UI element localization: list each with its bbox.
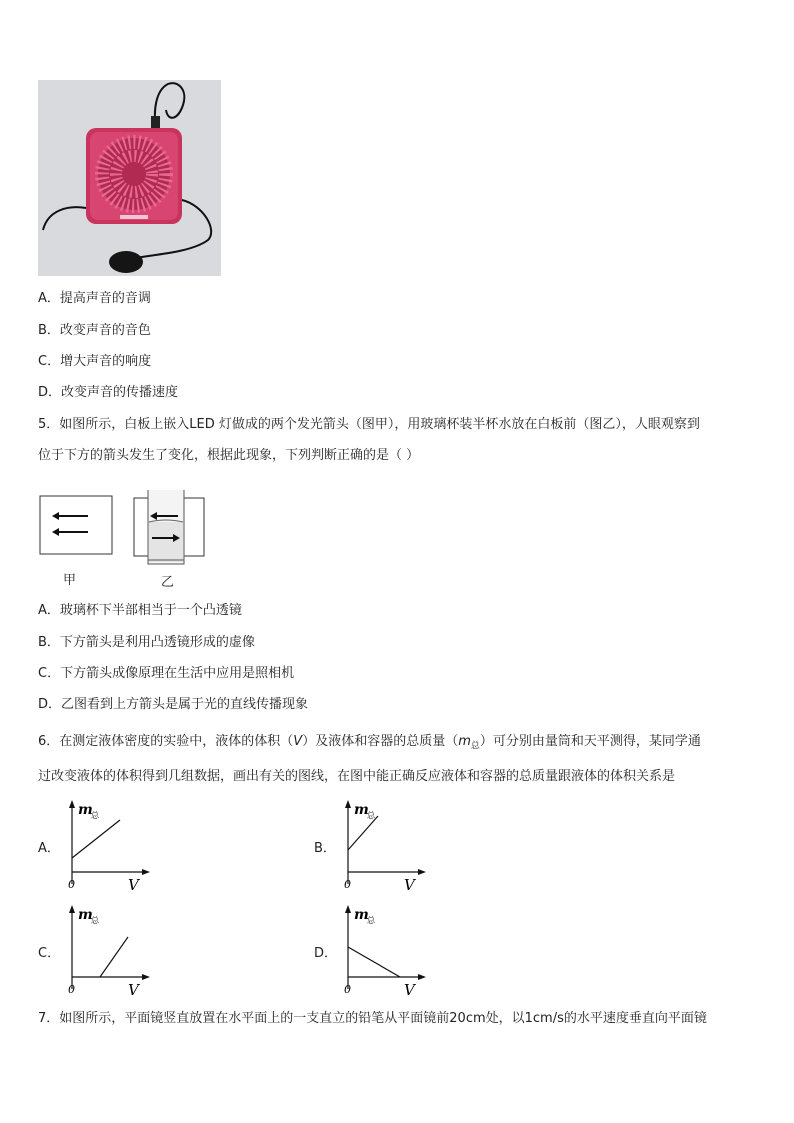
q6-stem-v: V bbox=[293, 734, 303, 749]
q6-stem-part-a: 6．在测定液体密度的实验中，液体的体积（ bbox=[38, 734, 294, 749]
q6-option-d: D． bbox=[314, 946, 338, 961]
q6-graph-c bbox=[62, 905, 152, 1001]
q4-option-c: C．增大声音的响度 bbox=[38, 354, 152, 369]
q5-stem-line2: 位于下方的箭头发生了变化，根据此现象，下列判断正确的是（ ） bbox=[38, 448, 420, 463]
q6-graph-c-x-label: V bbox=[128, 981, 139, 997]
q6-graph-c-origin: 0 bbox=[68, 983, 75, 996]
q4-option-a: A．提高声音的音调 bbox=[38, 291, 151, 306]
q6-graph-d-y-sub: 总 bbox=[367, 916, 375, 925]
q6-stem-m: m bbox=[458, 734, 471, 749]
q6-graph-d bbox=[338, 905, 428, 1001]
q6-graph-b-y-label: m bbox=[354, 802, 369, 818]
q5-option-b: B．下方箭头是利用凸透镜形成的虚像 bbox=[38, 635, 255, 650]
q6-option-b: B． bbox=[314, 841, 336, 856]
q6-graph-c-y-sub: 总 bbox=[91, 916, 99, 925]
speaker-photo bbox=[38, 80, 221, 276]
q6-graph-d-origin: 0 bbox=[344, 983, 351, 996]
q5-figure-b-label: 乙 bbox=[161, 575, 175, 590]
q6-graph-a bbox=[62, 800, 152, 896]
q6-graph-c-y-label: m bbox=[78, 907, 93, 923]
q6-stem-m-sub: 总 bbox=[470, 741, 480, 752]
q5-figure-a-label: 甲 bbox=[63, 573, 77, 588]
q6-option-c: C． bbox=[38, 946, 61, 961]
q7-stem-line1: 7．如图所示，平面镜竖直放置在水平面上的一支直立的铅笔从平面镜前20cm处，以1cm/s的水平速度垂直向平面镜 bbox=[38, 1011, 707, 1026]
q6-graph-a-x-label: V bbox=[128, 876, 139, 892]
q6-stem-line1 bbox=[38, 732, 701, 757]
q6-graph-b bbox=[338, 800, 428, 896]
q6-stem-part-c: ）可分别由量筒和天平测得，某同学通 bbox=[479, 734, 701, 749]
q6-graph-a-y-label: m bbox=[78, 802, 93, 818]
q5-stem-line1: 5．如图所示，白板上嵌入LED 灯做成的两个发光箭头（图甲），用玻璃杯装半杯水放在白板前（图乙），人眼观察到 bbox=[38, 417, 700, 432]
q5-option-a: A．玻璃杯下半部相当于一个凸透镜 bbox=[38, 603, 242, 618]
q4-option-b: B．改变声音的音色 bbox=[38, 323, 151, 338]
q6-graph-d-x-label: V bbox=[404, 981, 415, 997]
q6-graph-a-y-sub: 总 bbox=[91, 811, 99, 820]
q6-graph-d-y-label: m bbox=[354, 907, 369, 923]
q6-option-a: A． bbox=[38, 841, 60, 856]
q6-graph-b-x-label: V bbox=[404, 876, 415, 892]
q6-graph-b-origin: 0 bbox=[344, 878, 351, 891]
q6-stem-line2: 过改变液体的体积得到几组数据，画出有关的图线，在图中能正确反应液体和容器的总质量跟液体的体积关系是 bbox=[38, 769, 676, 784]
q5-option-d: D．乙图看到上方箭头是属于光的直线传播现象 bbox=[38, 697, 309, 712]
q5-option-c: C．下方箭头成像原理在生活中应用是照相机 bbox=[38, 666, 295, 681]
q6-graph-b-y-sub: 总 bbox=[367, 811, 375, 820]
q6-stem-part-b: ）及液体和容器的总质量（ bbox=[302, 734, 459, 749]
q4-option-d: D．改变声音的传播速度 bbox=[38, 385, 179, 400]
q6-graph-a-origin: 0 bbox=[68, 878, 75, 891]
